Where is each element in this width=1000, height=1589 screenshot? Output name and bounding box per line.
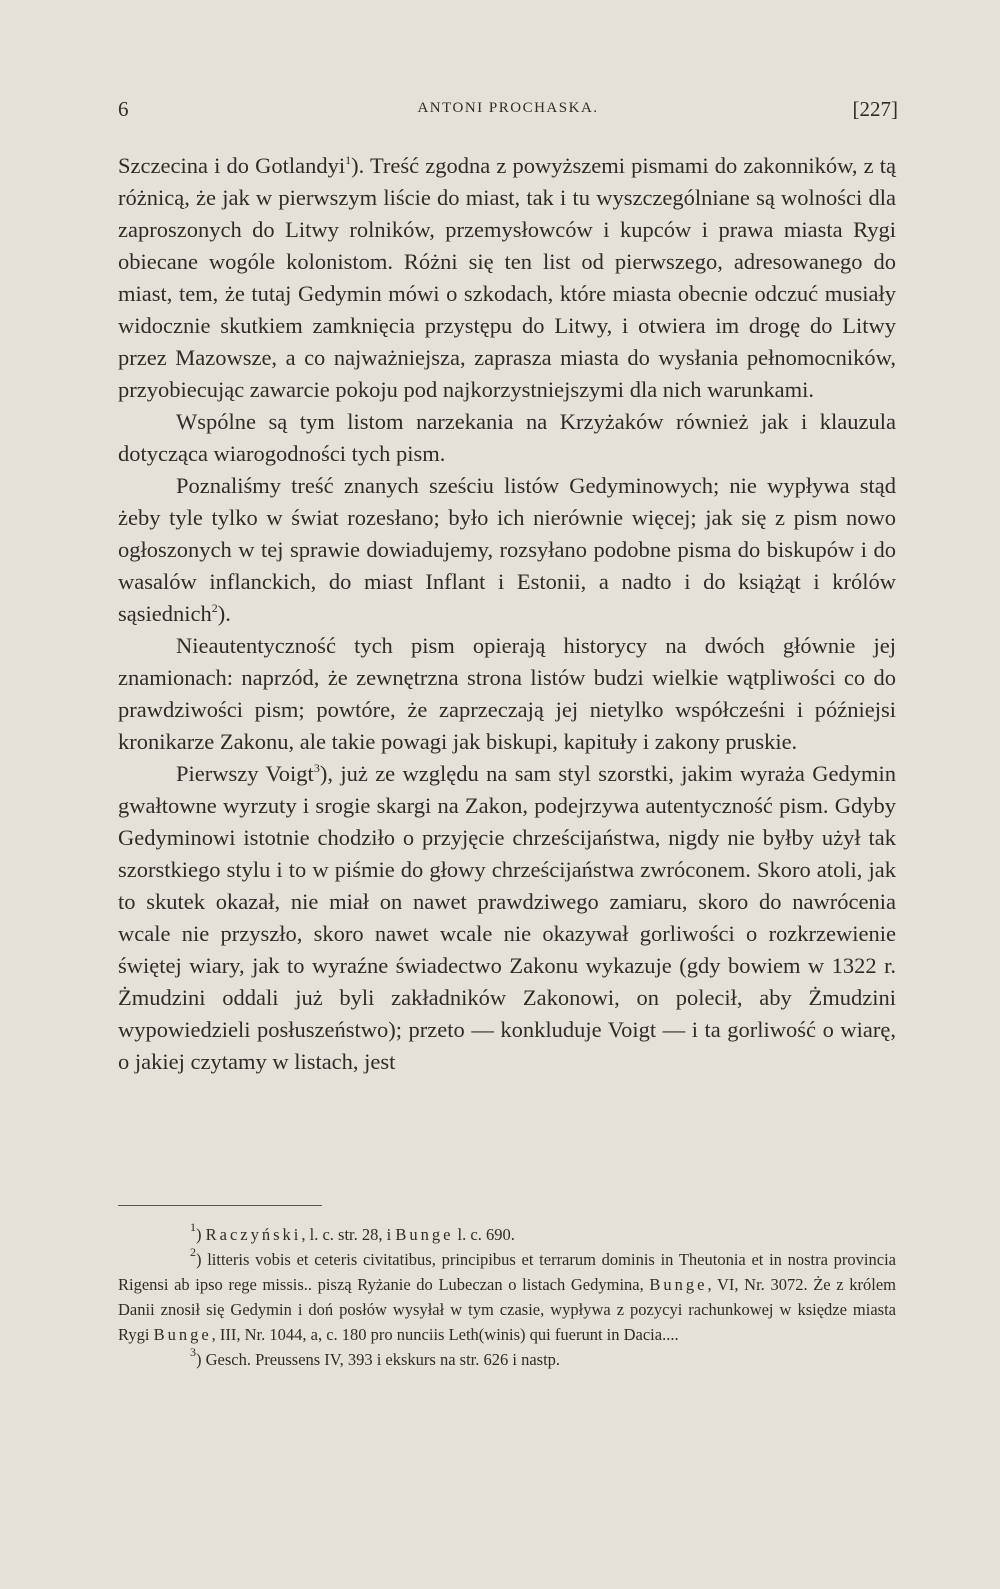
paragraph (118, 470, 896, 630)
footnote-text: , VI, Nr. 3072. Że z królem Danii znosił się Gedymin i doń posłów wysyłał w tym czasie, wypływa z pozycyi rachunkowej w księdze miasta Rygi (118, 1275, 896, 1344)
page-header (118, 97, 898, 127)
footnote-text: ) Gesch. Preussens IV, 393 i ekskurs na str. 626 i nastp. (196, 1350, 561, 1369)
footnote-author: Bunge (649, 1275, 708, 1294)
footnote-text: ) litteris vobis et ceteris civitatibus, principibus et terrarum dominis in Theutonia et in nostra provincia Rigensi ab ipso rege missis.. piszą Ryżanie do Lubeczan o listach Gedymina, (118, 1250, 896, 1294)
footnote-text: , III, Nr. 1044, a, c. 180 pro nunciis Leth(winis) qui fuerunt in Dacia.... (211, 1325, 679, 1344)
paragraph-text: ). Treść zgodna z powyższemi pismami do zakonników, z tą różnicą, że jak w pierwszym liście do miast, tak i tu wyszczególniane są wolności dla zaproszonych do Litwy rolników, przemysłowców i kupców i prawa miasta Rygi obiecane wogóle kolonistom. Różni się ten list od pierwszego, adresowanego do miast, tem, że tutaj Gedymin mówi o szkodach, które miasta obecnie odczuć musiały widocznie skutkiem zamknięcia przystępu do Litwy, i otwiera im drogę do Litwy przez Mazowsze, a co najważniejsza, zaprasza miasta do wysłania pełnomocników, przyobiecując zawarcie pokoju pod najkorzystniejszymi dla nich warunkami. (118, 153, 896, 402)
paragraph (118, 758, 896, 1078)
paragraph-text: Szczecina i do Gotlandyi (118, 153, 346, 178)
footnote-text: , l. c. str. 28, i (301, 1225, 396, 1244)
original-page-number: [227] (852, 97, 898, 121)
footnote-ref: 3 (313, 761, 320, 775)
paragraph-text: Pierwszy Voigt (176, 761, 314, 786)
footnote (118, 1247, 896, 1347)
footnote-text: l. c. 690. (453, 1225, 515, 1244)
main-text (118, 150, 896, 1078)
footnote-author: Raczyński (205, 1225, 302, 1244)
footnote-mark: 2 (190, 1245, 196, 1259)
paragraph-text: ), już ze względu na sam styl szorstki, jakim wyraża Gedymin gwałtowne wyrzuty i srogie skargi na Zakon, podejrzywa autentyczność pism. Gdyby Gedyminowi istotnie chodziło o przyjęcie chrześcijaństwa, nigdy nie byłby użył tak szorstkiego stylu i to w piśmie do głowy chrześcijaństwa zwróconem. Skoro atoli, jak to skutek okazał, nie miał on nawet prawdziwego zamiaru, skoro do nawrócenia wcale nie przyszło, skoro nawet wcale nie okazywał gorliwości o rozkrzewienie świętej wiary, jak to wyraźne świadectwo Zakonu wykazuje (gdy bowiem w 1322 r. Żmudzini oddali już byli zakładników Zakonowi, on polecił, aby Żmudzini wypowiedzieli posłuszeństwo); przeto — konkluduje Voigt — i ta gorliwość o wiarę, o jakiej czytamy w listach, jest (118, 761, 897, 1074)
page-number: 6 (118, 97, 129, 121)
footnote (118, 1347, 896, 1372)
footnote-mark: 1 (190, 1220, 196, 1234)
footnotes (118, 1222, 896, 1372)
footnote-separator (118, 1205, 322, 1206)
paragraph: Nieautentyczność tych pism opierają historycy na dwóch głównie jej znamionach: naprzód, że zewnętrzna strona listów budzi wielkie wątpliwości co do prawdziwości pism; powtóre, że zaprzeczają jej nietylko współcześni i późniejsi kronikarze Zakonu, ale takie powagi jak biskupi, kapituły i zakony pruskie. (118, 633, 896, 754)
paragraph-text: Poznaliśmy treść znanych sześciu listów Gedyminowych; nie wypływa stąd żeby tyle tylko w świat rozesłano; było ich nierównie więcej; jak się z pism nowo ogłoszonych w tej sprawie dowiadujemy, rozsyłano podobne pisma do biskupów i do wasalów inflanckich, do miast Inflant i Estonii, a nadto i do książąt i królów sąsiednich (118, 473, 896, 626)
footnote: $^1$) Raczyński, l. c. str. 28, i Bunge l. c. 690. (190, 1220, 515, 1244)
running-title: ANTONI PROCHASKA. (417, 100, 599, 116)
footnote-author: Bunge (395, 1225, 454, 1244)
paragraph: Wspólne są tym listom narzekania na Krzyżaków również jak i klauzula dotycząca wiarogodności tych pism. (118, 409, 896, 466)
paragraph-text: ). (217, 601, 231, 626)
footnote-ref: 2 (211, 601, 218, 615)
footnote-author: Bunge (153, 1325, 212, 1344)
paragraph (118, 150, 896, 406)
footnote-ref: 1 (345, 153, 352, 167)
footnote-mark: 3 (190, 1345, 196, 1359)
